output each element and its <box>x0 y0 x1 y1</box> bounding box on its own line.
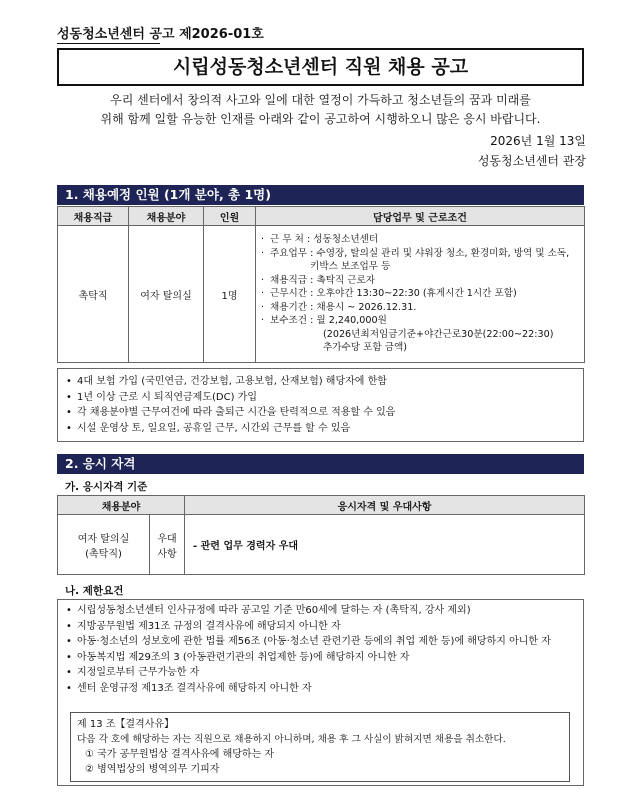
section1-notes <box>57 368 584 442</box>
section2-heading: 2. 응시 자격 <box>57 454 584 474</box>
notice-underline <box>57 43 160 44</box>
table-header-row <box>58 496 585 515</box>
table-row <box>58 226 585 363</box>
cell-field: 여자 탈의실 <box>129 226 204 363</box>
col-duties: 담당업무 및 근로조건 <box>256 207 585 226</box>
cell-pref: 우대 사항 <box>150 515 185 575</box>
cell-field: 여자 탈의실 (촉탁직) <box>58 515 150 575</box>
cell-count: 1명 <box>204 226 256 363</box>
page-title: 시립성동청소년센터 직원 채용 공고 <box>57 48 584 86</box>
col-field: 채용분야 <box>129 207 204 226</box>
pay-note: (2026년최저임금기준+야간근로30분(22:00~22:30) 추가수당 포함 금액) <box>323 328 554 354</box>
intro-line-2: 위해 함께 일할 유능한 인재를 아래와 같이 공고하여 시행하오니 많은 응시 바랍니다. <box>100 112 541 126</box>
list-item: • 각 채용분야별 근무여건에 따라 출퇴근 시간을 탄력적으로 적용할 수 있음 <box>66 407 396 418</box>
duty-item: · 채용기간 : 채용시 ~ 2026.12.31. <box>261 301 417 313</box>
duty-item: · 주요업무 : 수영장, 탈의실 관리 및 샤워장 청소, 환경미화, 방역 및 소독, 키박스 보조업무 등 <box>261 247 570 273</box>
signer: 성동청소년센터 관장 <box>477 154 586 168</box>
table-row <box>58 515 585 575</box>
list-item: • 시설 운영상 토, 일요일, 공휴일 근무, 시간외 근무를 할 수 있음 <box>66 422 351 434</box>
duty-list <box>256 228 584 360</box>
article-title: 제 13 조【결격사유】 <box>77 719 175 730</box>
notice-number: 성동청소년센터 공고 제2026-01호 <box>57 27 264 42</box>
article-item: ② 병역법상의 병역의무 기피자 <box>85 764 220 775</box>
intro-text <box>57 91 584 129</box>
cell-grade: 촉탁직 <box>58 226 129 363</box>
sub-heading-a: 가. 응시자격 기준 <box>65 481 148 493</box>
cell-duties <box>256 226 585 363</box>
col-field: 채용분야 <box>58 496 185 515</box>
list-item: • 아동복지법 제29조의 3 (아동관련기관의 취업제한 등)에 해당하지 아니한 자 <box>66 651 410 663</box>
duty-item: · 보수조건 : 월 2,240,000원 <box>261 315 387 327</box>
recruit-table <box>57 206 585 363</box>
cell-qualification: - 관련 업무 경력자 우대 <box>185 515 585 575</box>
duty-item: · 근무시간 : 오후야간 13:30~22:30 (휴게시간 1시간 포함) <box>261 288 517 300</box>
article-item: ① 국가 공무원법상 결격사유에 해당하는 자 <box>85 749 275 760</box>
duty-item: · 근 무 처 : 성동청소년센터 <box>261 234 379 246</box>
table-header-row <box>58 207 585 226</box>
list-item: • 지방공무원법 제31조 규정의 결격사유에 해당되지 아니한 자 <box>66 620 341 632</box>
qualification-table <box>57 495 585 575</box>
col-grade: 채용직급 <box>58 207 129 226</box>
intro-line-1: 우리 센터에서 창의적 사고와 일에 대한 열정이 가득하고 청소년들의 꿈과 미래를 <box>110 93 531 107</box>
col-qualification: 응시자격 및 우대사항 <box>185 496 585 515</box>
list-item: • 시립성동청소년센터 인사규정에 따라 공고일 기준 만60세에 달하는 자 (촉탁직, 강사 제외) <box>66 605 471 616</box>
list-item: • 센터 운영규정 제13조 결격사유에 해당하지 아니한 자 <box>66 682 312 694</box>
notice-date: 2026년 1월 13일 <box>490 134 586 148</box>
list-item: • 4대 보험 가입 (국민연금, 건강보험, 고용보험, 산재보험) 해당자에 한함 <box>66 376 387 387</box>
disqualification-article <box>70 712 570 782</box>
section1-heading: 1. 채용예정 인원 (1개 분야, 총 1명) <box>57 185 584 205</box>
sub-heading-b: 나. 제한요건 <box>65 585 124 597</box>
list-item: • 아동·청소년의 성보호에 관한 법률 제56조 (아동·청소년 관련기관 등에의 취업 제한 등)에 해당하지 아니한 자 <box>66 636 551 647</box>
duty-item: · 채용직급 : 촉탁직 근로자 <box>261 274 376 286</box>
list-item: • 1년 이상 근로 시 퇴직연금제도(DC) 가입 <box>66 391 257 403</box>
col-count: 인원 <box>204 207 256 226</box>
article-text: 다음 각 호에 해당하는 자는 직원으로 채용하지 아니하며, 채용 후 그 사실이 밝혀지면 채용을 취소한다. <box>77 734 506 745</box>
list-item: • 지정일로부터 근무가능한 자 <box>66 667 200 678</box>
